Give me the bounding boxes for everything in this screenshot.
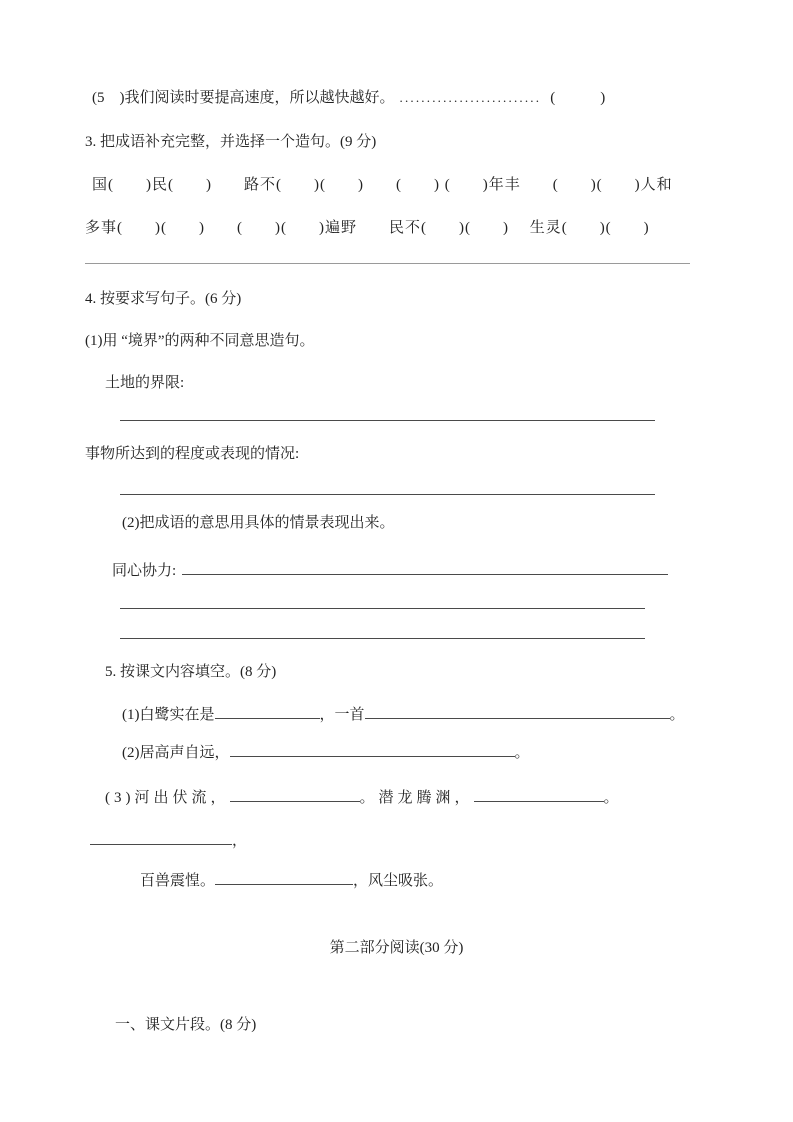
q5-item-3-continued-end: ， xyxy=(232,833,248,849)
answer-line xyxy=(120,494,655,495)
q4-subitem-2: (2)把成语的意思用具体的情景表现出来。 xyxy=(122,515,395,531)
q4-subitem-1: (1)用 “境界”的两种不同意思造句。 xyxy=(85,333,315,349)
q5-item-4-pre: 百兽震惶。 xyxy=(140,873,216,889)
q5-item-3-pre: (3)河出伏流， xyxy=(105,790,230,806)
q3-title: 3. 把成语补充完整，并选择一个造句。(9 分) xyxy=(85,134,377,150)
answer-line xyxy=(120,638,645,639)
q5-item-3 xyxy=(105,786,623,808)
answer-blank xyxy=(365,703,670,719)
q5-item-2 xyxy=(122,741,530,763)
answer-blank xyxy=(215,703,320,719)
answer-parentheses: ( ) xyxy=(550,90,606,106)
q5-title: 5. 按课文内容填空。(8 分) xyxy=(105,664,277,680)
q4-title: 4. 按要求写句子。(6 分) xyxy=(85,291,242,307)
answer-line xyxy=(120,420,655,421)
part2-title: 第二部分阅读(30 分) xyxy=(329,940,464,956)
q5-item-2-end: 。 xyxy=(514,745,530,761)
answer-blank xyxy=(182,559,668,575)
section-divider xyxy=(85,263,690,264)
answer-blank xyxy=(230,786,360,802)
dot-leader: .......................... xyxy=(399,90,542,105)
q5-item-4 xyxy=(140,869,443,891)
q5-item-1-pre: (1)白鹭实在是 xyxy=(122,707,215,723)
q3-idiom-row-1: 国( )民( ) 路不( )( ) ( ) ( )年丰 ( )( )人和 xyxy=(92,177,673,193)
q4-idiom-prompt xyxy=(112,559,668,581)
q5-item-3-continued xyxy=(90,829,247,851)
q5-item-4-end: ，风尘吸张。 xyxy=(353,873,444,889)
answer-blank xyxy=(90,829,232,845)
answer-blank xyxy=(215,869,353,885)
q5-item-3-mid: 。潜龙腾渊， xyxy=(359,790,474,806)
q5-item-2-pre: (2)居高声自远， xyxy=(122,745,230,761)
q5-item-3-end: 。 xyxy=(603,790,623,806)
q3-idiom-row-2: 多事( )( ) ( )( )遍野 民不( )( ) 生灵( )( ) xyxy=(85,220,650,236)
judge-item-5-text: (5 )我们阅读时要提高速度，所以越快越好。 xyxy=(92,90,395,106)
q4-idiom-label: 同心协力: xyxy=(112,563,177,579)
q5-item-1-end: 。 xyxy=(669,707,685,723)
answer-line xyxy=(120,608,645,609)
q5-item-1 xyxy=(122,703,685,725)
answer-blank xyxy=(474,786,604,802)
q4-label-degree: 事物所达到的程度或表现的情况: xyxy=(85,446,300,462)
q5-item-1-mid: ，一首 xyxy=(319,707,365,723)
q4-label-land-boundary: 土地的界限: xyxy=(105,375,185,391)
reading-section-1-title: 一、课文片段。(8 分) xyxy=(115,1017,257,1033)
judge-item-5 xyxy=(92,88,605,108)
answer-blank xyxy=(230,741,515,757)
